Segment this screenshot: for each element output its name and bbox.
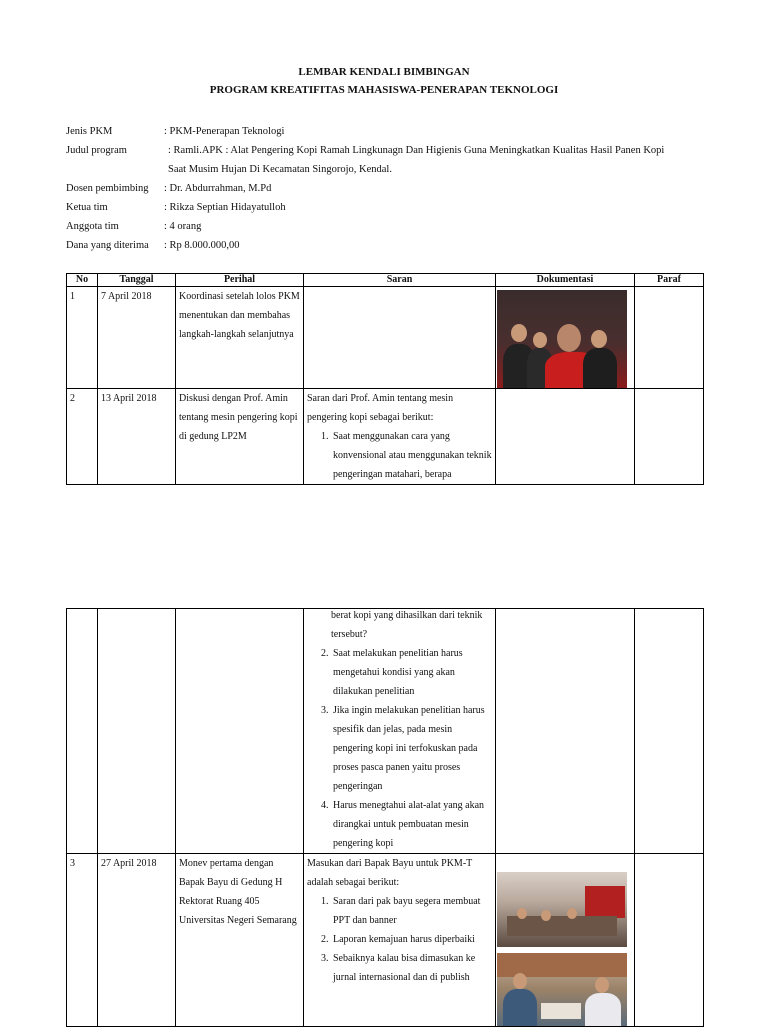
info-value: : Rikza Septian Hidayatulloh (164, 202, 286, 213)
row-advice (304, 287, 496, 389)
row-signature (635, 287, 704, 389)
row-advice (304, 389, 496, 485)
table-row (67, 287, 704, 389)
col-header: Saran (304, 274, 496, 287)
row-documentation (496, 609, 635, 854)
list-item: 2. Saat melakukan penelitian harus mengetahui kondisi yang akan dilakukan penelitian (331, 644, 492, 701)
judul-line-1: : Ramli.APK : Alat Pengering Kopi Ramah Lingkunagn Dan Higienis Guna Meningkatkan Kualitas Hasil Panen Kopi (168, 145, 665, 156)
info-value: : Rp 8.000.000,00 (164, 240, 240, 251)
row-documentation (496, 287, 635, 389)
info-judul (66, 141, 706, 179)
info-dosen (66, 179, 706, 198)
info-label: Dosen pembimbing (66, 183, 149, 194)
meeting-photo (497, 872, 627, 947)
table-row (67, 854, 704, 1027)
discussion-photo (497, 953, 627, 1026)
list-item: 4. Harus menegtahui alat-alat yang akan dirangkai untuk pembuatan mesin pengering kopi (331, 796, 492, 853)
team-photo (497, 290, 627, 388)
table-header-row (67, 274, 704, 287)
info-dana (66, 236, 706, 255)
row-date: 7 April 2018 (98, 287, 176, 389)
row-no: 1 (67, 287, 98, 389)
row-date: 13 April 2018 (98, 389, 176, 485)
info-ketua (66, 198, 706, 217)
row-subject: Koordinasi setelah lolos PKM menentukan dan membahas langkah-langkah selanjutnya (176, 287, 304, 389)
row-subject: Diskusi dengan Prof. Amin tentang mesin pengering kopi di gedung LP2M (176, 389, 304, 485)
guidance-table-page1 (66, 273, 704, 485)
row-subject: Monev pertama dengan Bapak Bayu di Gedung H Rektorat Ruang 405 Universitas Negeri Semarang (176, 854, 304, 1027)
info-label: Dana yang diterima (66, 240, 149, 251)
col-header: No (67, 274, 98, 287)
row-signature (635, 389, 704, 485)
info-value (164, 141, 706, 179)
info-value: : Dr. Abdurrahman, M.Pd (164, 183, 272, 194)
advice-intro: Masukan dari Bapak Bayu untuk PKM-T adalah sebagai berikut: (307, 858, 473, 888)
advice-list (307, 644, 492, 853)
list-item: 3. Sebaiknya kalau bisa dimasukan ke jurnal internasional dan di publish (331, 949, 492, 987)
col-header: Tanggal (98, 274, 176, 287)
info-jenis (66, 122, 706, 141)
row-signature (635, 609, 704, 854)
row-no (67, 609, 98, 854)
list-item: 1. Saat menggunakan cara yang konvensional atau menggunakan teknik pengeringan matahari, berapa (331, 427, 492, 484)
list-item: 2. Laporan kemajuan harus diperbaiki (331, 930, 492, 949)
advice-continuation: berat kopi yang dihasilkan dari teknik tersebut? (331, 610, 483, 640)
list-item: 3. Jika ingin melakukan penelitian harus spesifik dan jelas, pada mesin pengering kopi ini terfokuskan pada proses pasca panen yaitu proses pengeringan (331, 701, 492, 796)
row-no: 2 (67, 389, 98, 485)
advice-list (307, 427, 492, 484)
info-label: Anggota tim (66, 221, 119, 232)
list-item: 1. Saran dari pak bayu segera membuat PPT dan banner (331, 892, 492, 930)
info-label: Judul program (66, 145, 127, 156)
program-title: PROGRAM KREATIFITAS MAHASISWA-PENERAPAN TEKNOLOGI (209, 84, 559, 96)
advice-intro: Saran dari Prof. Amin tentang mesin pengering kopi sebagai berikut: (307, 393, 454, 423)
row-advice (304, 854, 496, 1027)
info-label: Ketua tim (66, 202, 108, 213)
row-documentation (496, 389, 635, 485)
row-no: 3 (67, 854, 98, 1027)
info-value: : PKM-Penerapan Teknologi (164, 126, 285, 137)
program-info (66, 122, 706, 255)
row-advice (304, 609, 496, 854)
advice-list (307, 892, 492, 987)
row-subject (176, 609, 304, 854)
row-date (98, 609, 176, 854)
table-row (67, 609, 704, 854)
guidance-table-page2 (66, 608, 704, 1027)
judul-line-2: Saat Musim Hujan Di Kecamatan Singorojo, Kendal. (168, 164, 392, 175)
col-header: Dokumentasi (496, 274, 635, 287)
row-signature (635, 854, 704, 1027)
sheet-title: LEMBAR KENDALI BIMBINGAN (298, 66, 470, 78)
info-label: Jenis PKM (66, 126, 113, 137)
row-date: 27 April 2018 (98, 854, 176, 1027)
col-header: Perihal (176, 274, 304, 287)
info-anggota (66, 217, 706, 236)
col-header: Paraf (635, 274, 704, 287)
row-documentation (496, 854, 635, 1027)
table-row (67, 389, 704, 485)
info-value: : 4 orang (164, 221, 202, 232)
